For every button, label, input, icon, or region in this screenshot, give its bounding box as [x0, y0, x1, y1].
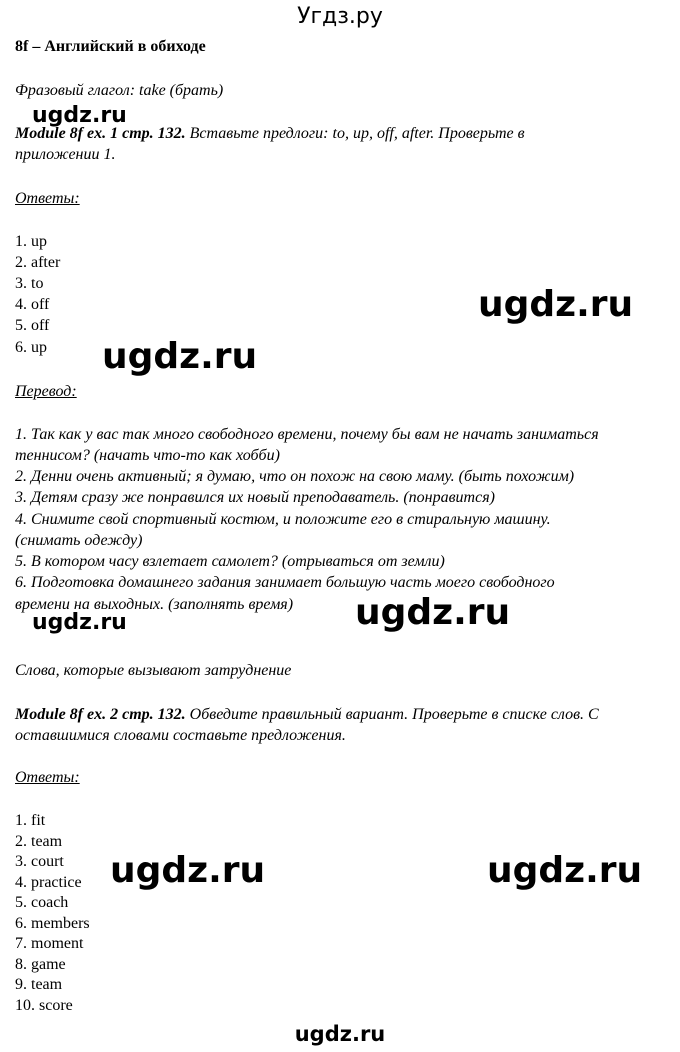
ex1-ref: Module 8f ex. 1 стр. 132.	[15, 125, 186, 142]
ex1-answer: 3. to	[15, 275, 44, 292]
translation-line: 4. Снимите свой спортивный костюм, и положите его в стиральную машину.	[15, 511, 551, 528]
ex1-answer: 6. up	[15, 339, 47, 356]
footer-watermark: ugdz.ru	[294, 1022, 386, 1046]
ex2-ref: Module 8f ex. 2 стр. 132.	[15, 706, 186, 723]
translation-line: (снимать одежду)	[15, 532, 143, 549]
ex2-answers-label: Ответы:	[15, 769, 80, 786]
ex1-answer: 1. up	[15, 233, 47, 250]
watermark: ugdz.ru	[355, 592, 511, 633]
translation-line: времени на выходных. (заполнять время)	[15, 596, 294, 613]
translation-line: 1. Так как у вас так много свободного времени, почему бы вам не начать заниматься	[15, 426, 599, 443]
difficult-words-heading: Слова, которые вызывают затруднение	[15, 662, 292, 679]
ex2-instruction-line2: оставшимися словами составьте предложения.	[15, 727, 346, 744]
ex1-translation-label: Перевод:	[15, 383, 77, 400]
ex2-answer: 10. score	[15, 997, 73, 1014]
ex2-answer: 2. team	[15, 833, 63, 850]
watermark: ugdz.ru	[110, 850, 266, 891]
ex2-answer: 3. court	[15, 853, 64, 870]
translation-line: 5. В котором часу взлетает самолет? (отрываться от земли)	[15, 553, 445, 570]
translation-line: 2. Денни очень активный; я думаю, что он похож на свою маму. (быть похожим)	[15, 468, 575, 485]
ex2-answer: 4. practice	[15, 874, 82, 891]
watermark: ugdz.ru	[32, 610, 127, 635]
section-heading: 8f – Английский в обиходе	[15, 38, 206, 55]
ex2-answer: 6. members	[15, 915, 90, 932]
ex2-answer: 8. game	[15, 956, 66, 973]
watermark: ugdz.ru	[478, 284, 634, 325]
ex2-instruction-line1	[15, 705, 599, 725]
watermark: ugdz.ru	[102, 336, 258, 377]
translation-line: 6. Подготовка домашнего задания занимает большую часть моего свободного	[15, 574, 555, 591]
ex1-instruction-text: Вставьте предлоги: to, up, off, after. Проверьте в	[185, 125, 525, 142]
ex2-instruction-text: Обведите правильный вариант. Проверьте в списке слов. С	[185, 706, 599, 723]
watermark: ugdz.ru	[487, 850, 643, 891]
ex1-instruction-line1	[15, 124, 525, 144]
phrasal-verb-note: Фразовый глагол: take (брать)	[15, 82, 224, 99]
translation-line: теннисом? (начать что-то как хобби)	[15, 447, 280, 464]
ex1-instruction-line2: приложении 1.	[15, 146, 116, 163]
ex2-answer: 9. team	[15, 976, 63, 993]
ex1-answer: 2. after	[15, 254, 61, 271]
ex2-answer: 7. moment	[15, 935, 84, 952]
watermark: ugdz.ru	[32, 103, 127, 128]
translation-line: 3. Детям сразу же понравился их новый преподаватель. (понравится)	[15, 489, 495, 506]
ex1-answer: 5. off	[15, 317, 50, 334]
ex2-answer: 5. coach	[15, 894, 69, 911]
ex2-answer: 1. fit	[15, 812, 46, 829]
ex1-answers-label: Ответы:	[15, 190, 80, 207]
site-title: Угдз.ру	[297, 4, 383, 29]
ex1-answer: 4. off	[15, 296, 50, 313]
